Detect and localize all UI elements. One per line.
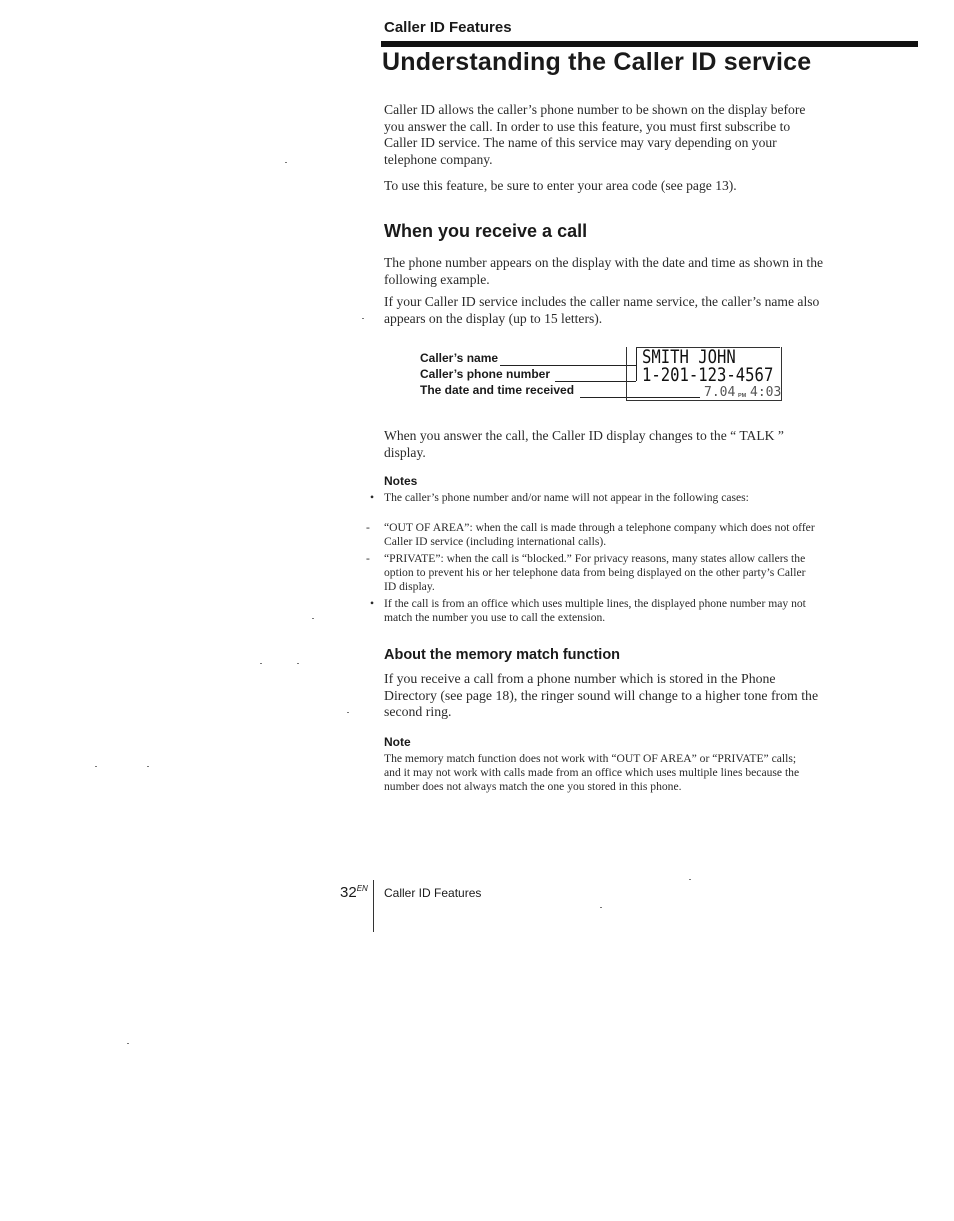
speck [260,663,262,664]
speck [285,162,287,163]
footer-divider [373,880,374,932]
memory-match-paragraph: If you receive a call from a phone number which is stored in the Phone Directory (see page 18), the ringer sound will change to a higher tone from the second ring. [384,671,819,719]
date-time-label: The date and time received [420,383,575,397]
page-number [340,884,368,901]
leader-line-number [555,381,636,382]
lcd-name: SMITH JOHN [642,346,736,368]
lcd-time: 4:03 [750,385,782,400]
area-code-paragraph: To use this feature, be sure to enter your area code (see page 13). [384,178,737,193]
note-bullet-2-text: If the call is from an office which uses multiple lines, the displayed phone number may not match the number you use to call the extension. [384,597,806,625]
memory-note-text: The memory match function does not work with “OUT OF AREA” or “PRIVATE” calls; and it may not work with calls made from an office which uses multiple lines because the number does not always match the one you stored in this phone. [384,752,800,794]
leader-line-name [500,365,636,366]
speck [689,879,691,880]
receive-paragraph-2: If your Caller ID service includes the caller name service, the caller’s name also appears on the display (up to 15 letters). [384,294,820,326]
page-number-value: 32 [340,884,357,901]
memory-match-heading: About the memory match function [384,647,621,663]
page-number-suffix: EN [356,884,368,893]
intro-paragraph: Caller ID allows the caller’s phone number to be shown on the display before you answer the call. In order to use this feature, you must first subscribe to Caller ID service. The name of this service may vary depending on your telephone company. [384,102,806,167]
bullet-marker: • [370,491,375,504]
footer-section: Caller ID Features [384,886,482,900]
notes-heading: Notes [384,474,418,488]
header-rule [381,41,918,47]
lcd-number: 1-201-123-4567 [642,364,774,386]
note-dash-2-text: “PRIVATE”: when the call is “blocked.” For privacy reasons, many states allow callers the option to prevent his or her telephone data from being displayed on the other party’s Caller ID display. [384,552,806,594]
speck [95,766,97,767]
dash-marker: - [366,552,370,565]
speck [147,766,149,767]
talk-paragraph: When you answer the call, the Caller ID display changes to the “ TALK ” display. [384,428,784,460]
speck [600,907,602,908]
speck [312,618,314,619]
speck [362,318,364,319]
note-bullet-2 [370,597,814,625]
callers-number-label: Caller’s phone number [420,367,551,381]
bullet-marker: • [370,597,375,610]
note-bullet-1-text: The caller’s phone number and/or name will not appear in the following cases: [384,491,749,504]
dash-marker: - [366,521,370,534]
receive-call-heading: When you receive a call [384,221,588,241]
note-dash-2 [366,552,814,595]
memory-note-heading: Note [384,735,411,749]
callers-name-label: Caller’s name [420,351,499,365]
note-dash-1 [366,521,829,549]
lcd-date: 7.04 [704,385,736,400]
page-title: Understanding the Caller ID service [382,48,812,76]
speck [127,1043,129,1044]
note-dash-1-text: “OUT OF AREA”: when the call is made through a telephone company which does not offer Caller ID service (including international calls). [384,521,815,549]
speck [297,663,299,664]
lcd-pm: PM [738,393,747,399]
receive-paragraph-1: The phone number appears on the display with the date and time as shown in the following example. [384,255,824,287]
note-bullet-1 [370,491,814,505]
section-label: Caller ID Features [384,19,512,36]
speck [347,712,349,713]
